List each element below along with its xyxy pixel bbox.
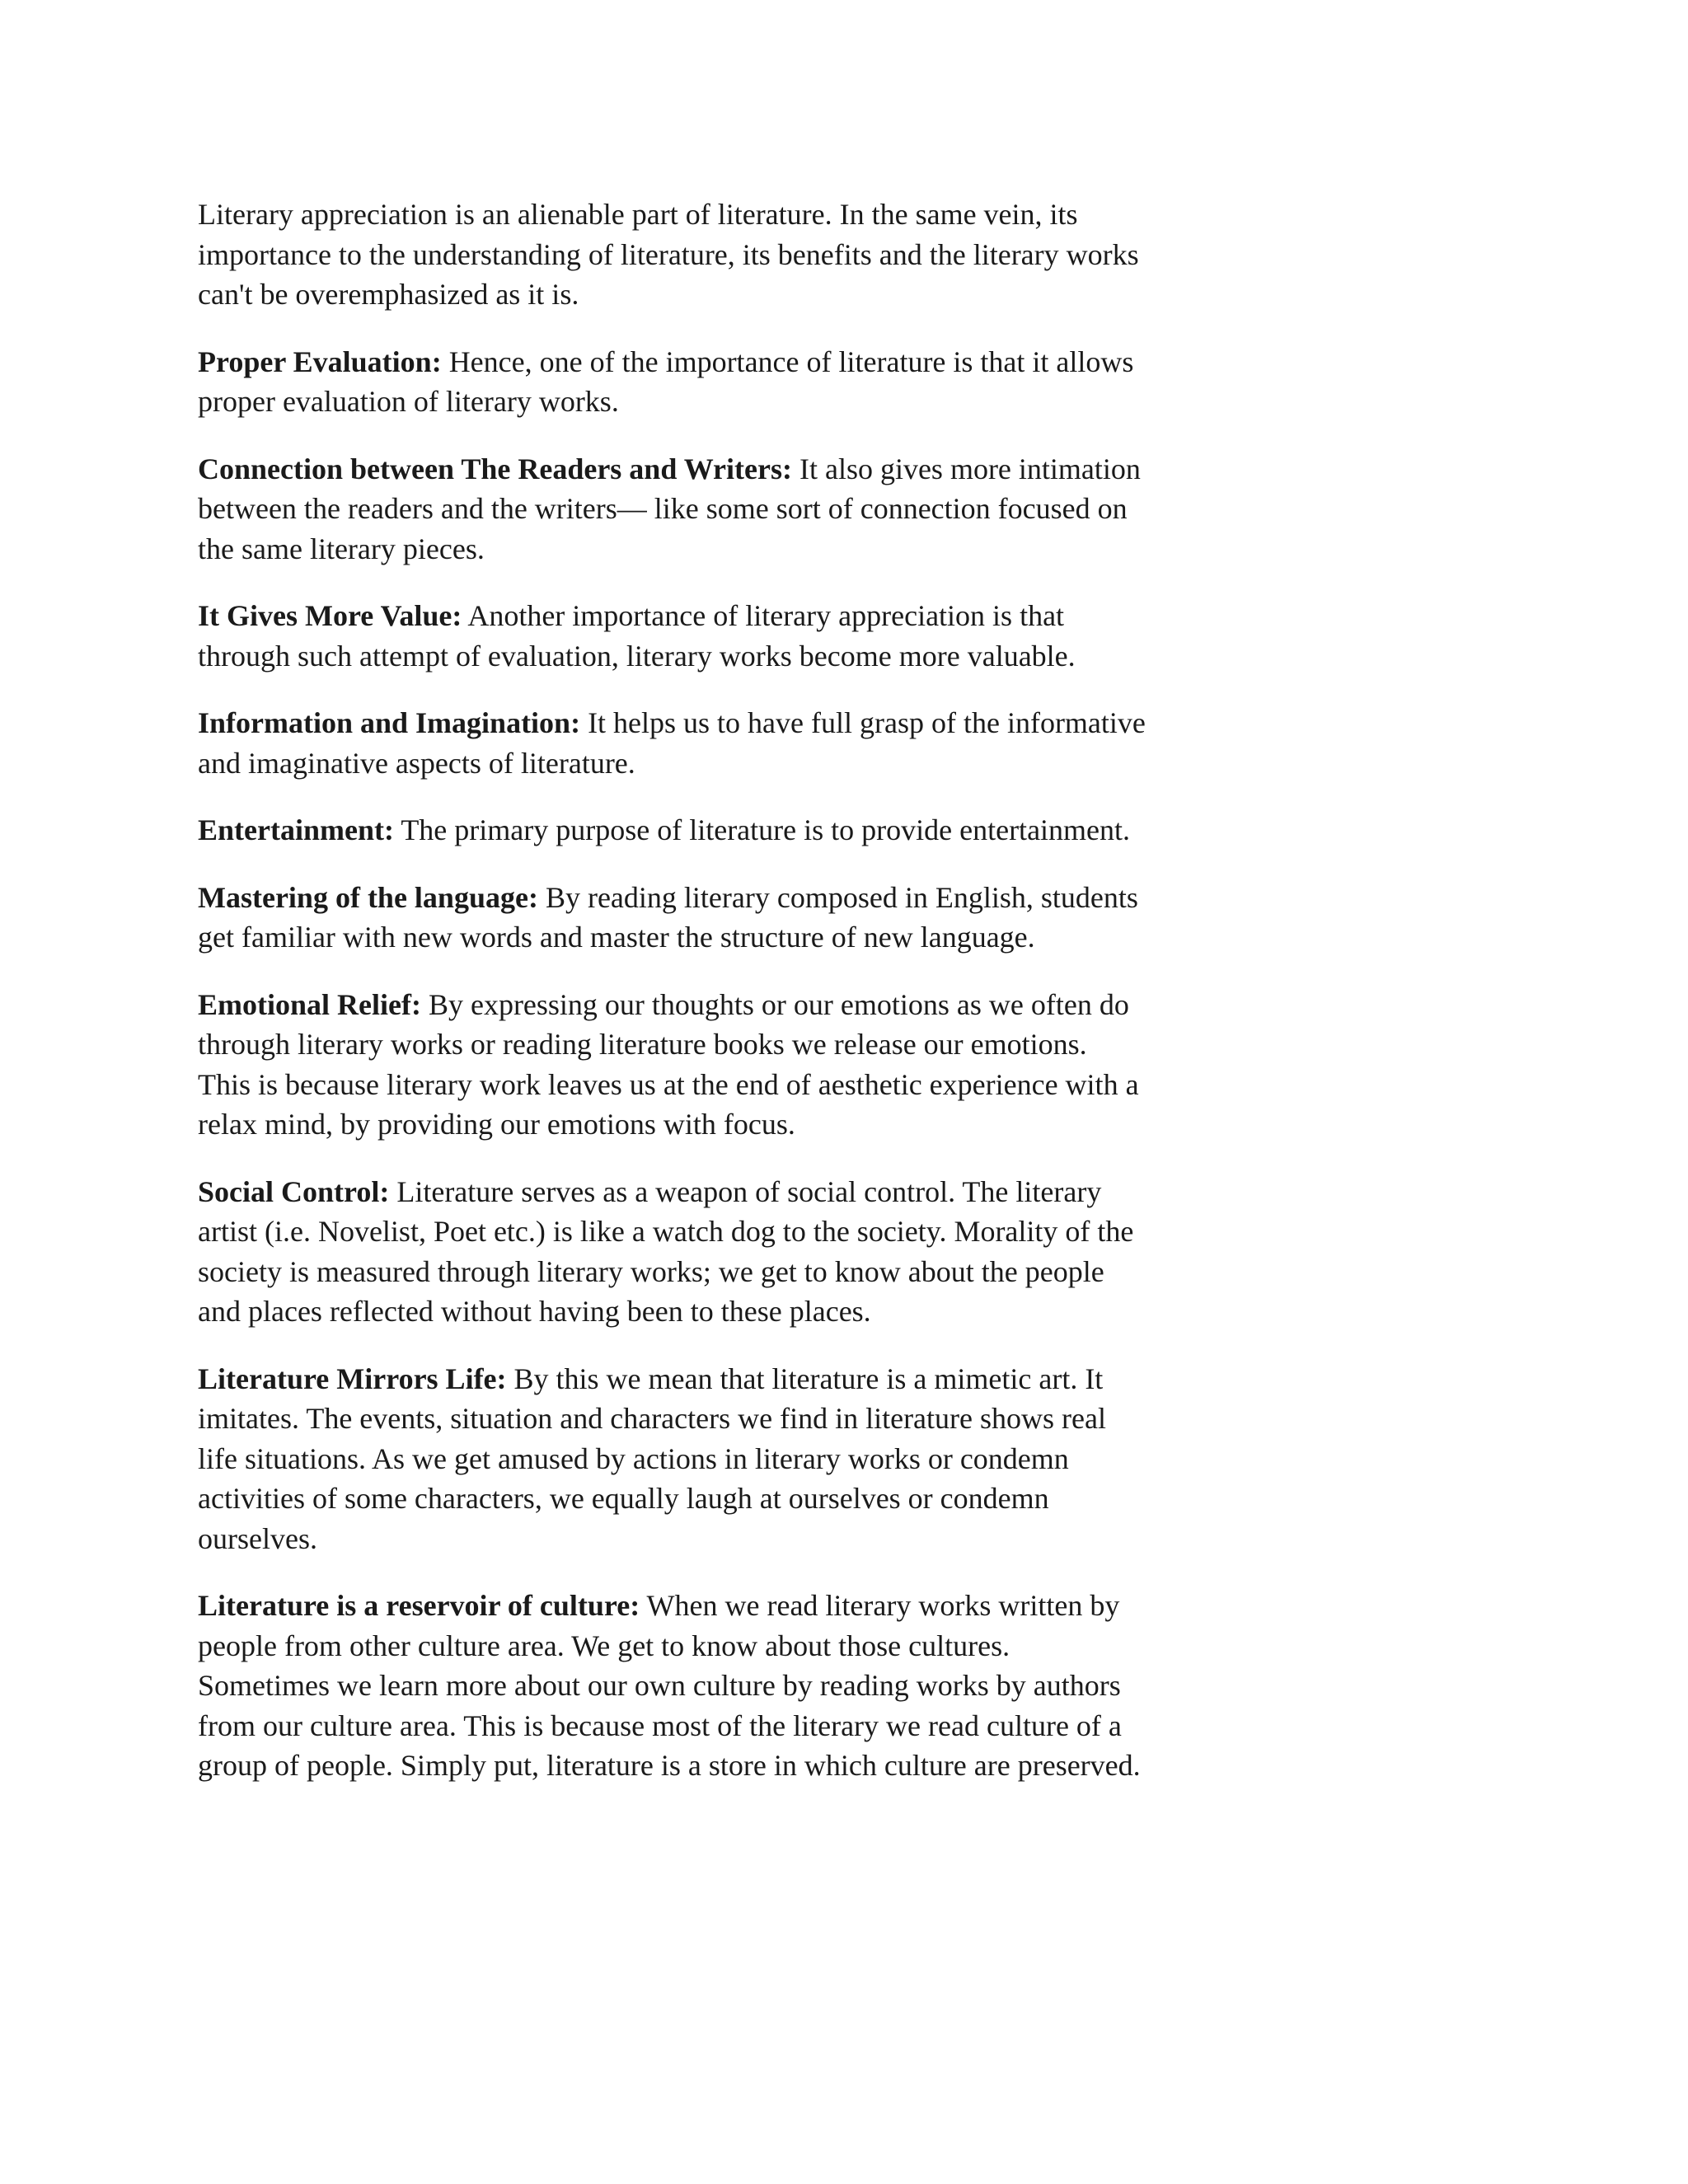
section-heading: Entertainment: — [198, 813, 394, 846]
section-body: By this we mean that literature is a mimetic art. It imitates. The events, situation and characters we find in literature shows real life situations. As we get amused by actions in literary works or condemn activities of some characters, we equally laugh at ourselves or condemn ourselves. — [198, 1361, 1106, 1555]
section-body: It helps us to have full grasp of the informative and imaginative aspects of literature. — [198, 706, 1146, 780]
section-connection-readers-writers — [198, 449, 1146, 569]
section-body: When we read literary works written by people from other culture area. We get to know about those cultures. Sometimes we learn more about our own culture by reading works by authors from our culture area. This is because most of the literary we read culture of a group of people. Simply put, literature is a store in which culture are preserved. — [198, 1589, 1141, 1782]
section-heading: Literature Mirrors Life: — [198, 1361, 507, 1395]
section-heading: Information and Imagination: — [198, 706, 581, 739]
section-social-control — [198, 1172, 1146, 1332]
section-body: By reading literary composed in English, students get familiar with new words and master the structure of new language. — [198, 880, 1138, 954]
section-body: By expressing our thoughts or our emotions as we often do through literary works or reading literature books we release our emotions. This is because literary work leaves us at the end of aesthetic experience with a relax mind, by providing our emotions with focus. — [198, 987, 1139, 1141]
section-body: It also gives more intimation between the readers and the writers— like some sort of connection focused on the same literary pieces. — [198, 452, 1141, 565]
section-heading: Emotional Relief: — [198, 987, 421, 1021]
section-heading: It Gives More Value: — [198, 599, 462, 632]
section-proper-evaluation — [198, 342, 1146, 422]
section-heading: Literature is a reservoir of culture: — [198, 1589, 640, 1622]
section-literature-mirrors-life — [198, 1359, 1146, 1559]
section-heading: Mastering of the language: — [198, 880, 538, 914]
intro-paragraph: Literary appreciation is an alienable part of literature. In the same vein, its importance to the understanding of literature, its benefits and the literary works can't be overemphasized as it is. — [198, 198, 1139, 311]
section-heading: Proper Evaluation: — [198, 344, 442, 378]
section-entertainment — [198, 810, 1146, 851]
section-information-imagination — [198, 703, 1146, 783]
section-mastering-language — [198, 878, 1146, 958]
section-heading: Connection between The Readers and Writers: — [198, 452, 792, 485]
section-reservoir-of-culture — [198, 1586, 1146, 1786]
section-heading: Social Control: — [198, 1174, 390, 1208]
section-body: Literature serves as a weapon of social control. The literary artist (i.e. Novelist, Poet etc.) is like a watch dog to the society. Morality of the society is measured through literary works; we get to know about the people and places reflected without having been to these places. — [198, 1174, 1134, 1328]
section-gives-more-value — [198, 596, 1146, 676]
section-body: The primary purpose of literature is to provide entertainment. — [393, 813, 1131, 846]
section-emotional-relief — [198, 985, 1146, 1145]
section-body: Another importance of literary appreciation is that through such attempt of evaluation, literary works become more valuable. — [198, 599, 1076, 673]
section-body: Hence, one of the importance of literature is that it allows proper evaluation of literary works. — [198, 344, 1134, 418]
document-page — [198, 194, 1146, 1813]
